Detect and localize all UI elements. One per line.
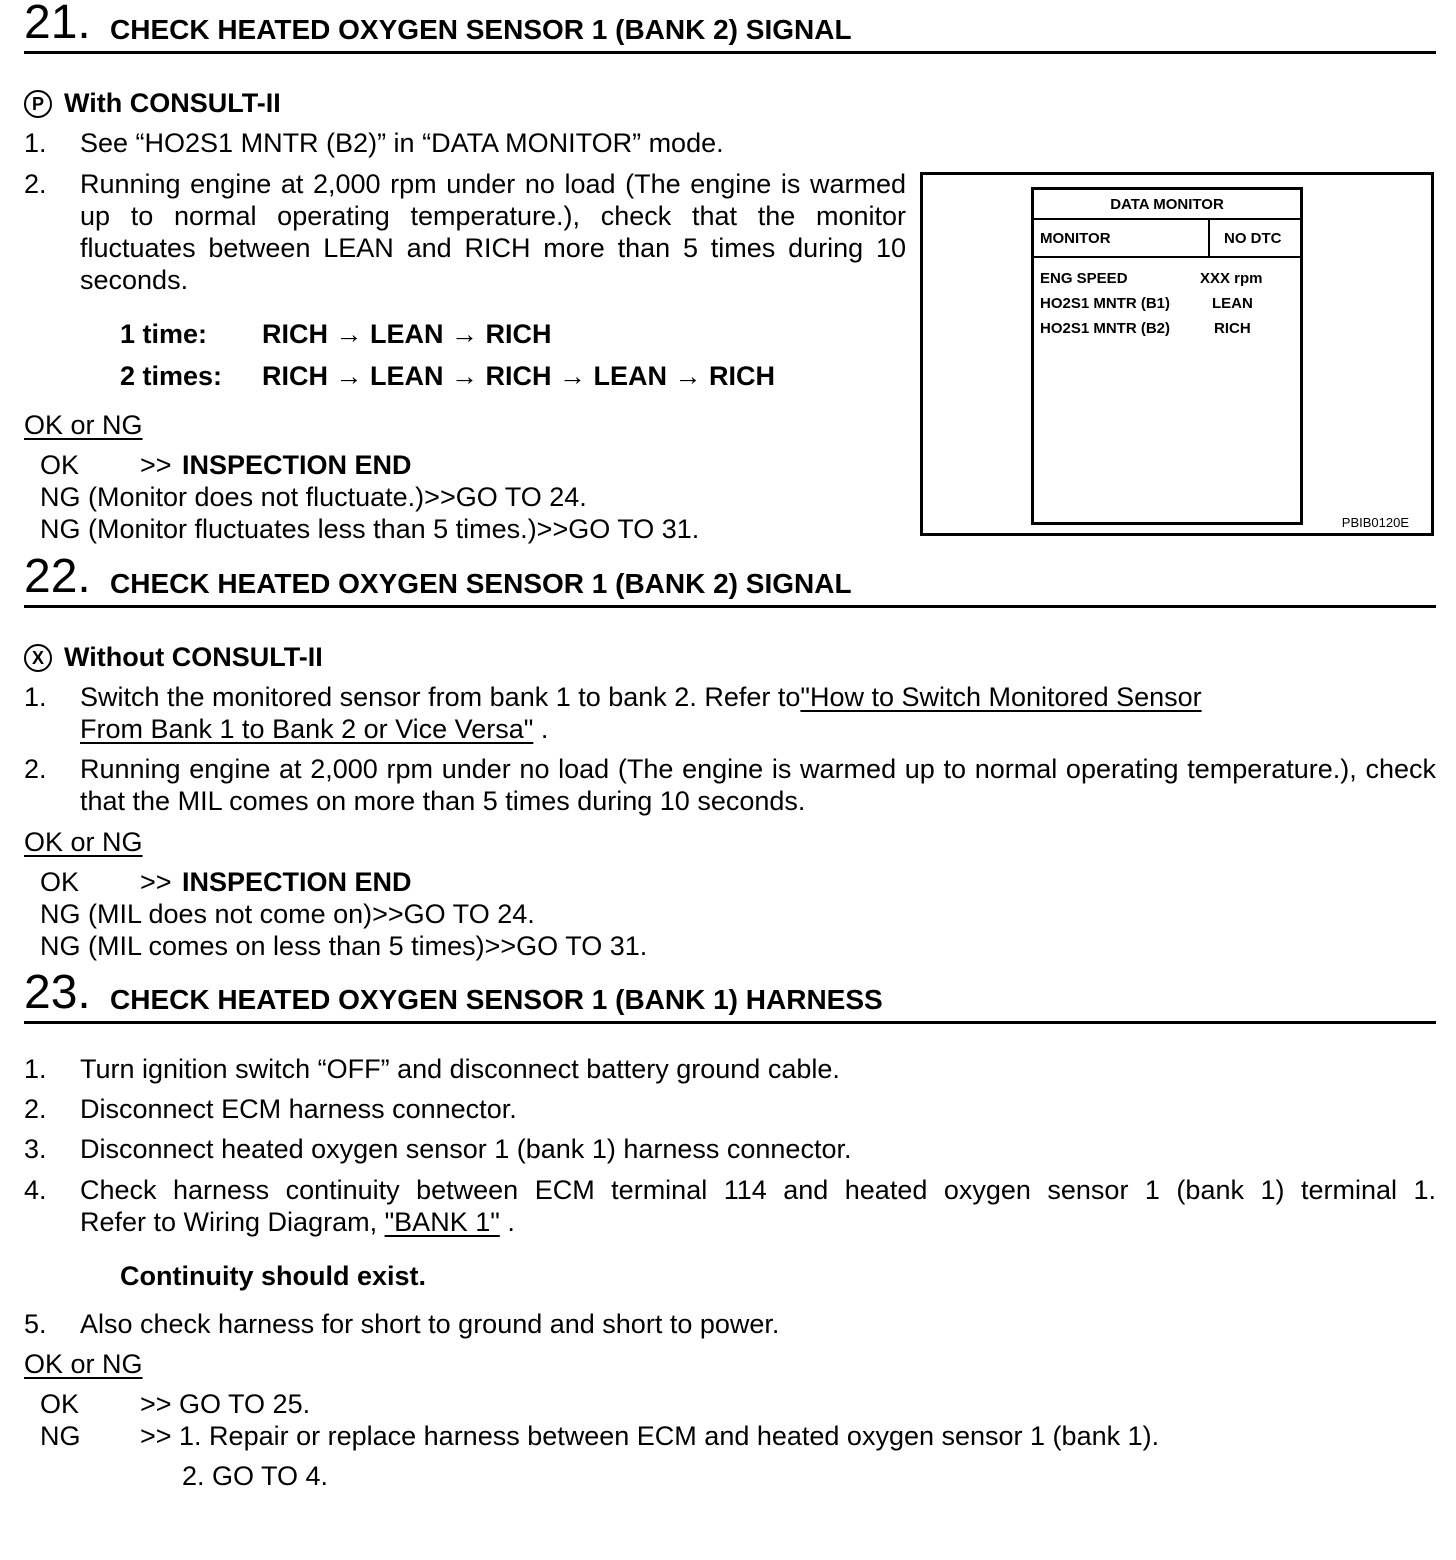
monitor-value: RICH xyxy=(1214,320,1251,337)
ok-ng-heading: OK or NG xyxy=(24,1349,143,1379)
result-ok-action: >> GO TO 25. xyxy=(140,1389,311,1419)
step-text: Turn ignition switch “OFF” and disconnect battery ground cable. xyxy=(80,1054,840,1084)
no-consult-mode-icon: X xyxy=(24,644,52,672)
step-number: 5. xyxy=(24,1309,47,1339)
step-number: 4. xyxy=(24,1175,47,1205)
spec-text: Continuity should exist. xyxy=(120,1261,427,1291)
section-title: CHECK HEATED OXYGEN SENSOR 1 (BANK 2) SIGNAL xyxy=(110,14,852,45)
result-ng-action-step2: 2. GO TO 4. xyxy=(182,1461,329,1491)
ok-ng-heading: OK or NG xyxy=(24,410,143,440)
step-text-tail: . xyxy=(499,1207,515,1237)
spec-label: 2 times: xyxy=(120,361,223,391)
section-title: CHECK HEATED OXYGEN SENSOR 1 (BANK 1) HARNESS xyxy=(110,984,883,1015)
monitor-item: HO2S1 MNTR (B2) xyxy=(1040,320,1171,337)
spec-value: RICH → LEAN → RICH → LEAN → RICH xyxy=(262,361,775,391)
mode-label: With CONSULT-II xyxy=(64,88,281,118)
step-text: Running engine at 2,000 rpm under no load (The engine is warmed up to normal operating temperature.), check that the MIL comes on more than 5 times during 10 seconds. xyxy=(80,754,1436,816)
step-text: Disconnect ECM harness connector. xyxy=(80,1094,517,1124)
monitor-header-row xyxy=(1034,220,1300,258)
result-arrow: >> xyxy=(140,867,172,897)
section-23-header xyxy=(24,966,1436,1024)
result-ok-label: OK xyxy=(40,867,80,897)
monitor-item: ENG SPEED xyxy=(1040,270,1128,287)
spec-value: RICH → LEAN → RICH xyxy=(262,319,552,349)
step-text: Check harness continuity between ECM terminal 114 and heated oxygen sensor 1 (bank 1) terminal 1. xyxy=(80,1175,1436,1205)
step-text: Disconnect heated oxygen sensor 1 (bank 1) harness connector. xyxy=(80,1134,852,1164)
ok-ng-heading: OK or NG xyxy=(24,827,143,857)
step-text-line2 xyxy=(80,1206,515,1238)
step-number: 2. xyxy=(24,754,47,784)
monitor-header-left: MONITOR xyxy=(1040,230,1111,247)
monitor-item: HO2S1 MNTR (B1) xyxy=(1040,295,1171,312)
monitor-value: LEAN xyxy=(1212,295,1253,312)
step-text-part: Refer to Wiring Diagram, xyxy=(80,1207,385,1237)
result-ng-line: NG (Monitor fluctuates less than 5 times.)>>GO TO 31. xyxy=(40,514,700,544)
step-text-tail: . xyxy=(533,714,549,744)
mode-label: Without CONSULT-II xyxy=(64,642,323,672)
section-23 xyxy=(24,966,1436,1530)
switch-sensor-link-cont[interactable]: From Bank 1 to Bank 2 or Vice Versa" xyxy=(80,714,534,744)
monitor-title: DATA MONITOR xyxy=(1034,190,1300,220)
data-monitor-screen xyxy=(1031,187,1303,525)
step-number: 2. xyxy=(24,1094,47,1124)
section-title: CHECK HEATED OXYGEN SENSOR 1 (BANK 2) SIGNAL xyxy=(110,568,852,599)
result-ok-label: OK xyxy=(40,1389,80,1419)
section-22-header xyxy=(24,550,1436,608)
step-text: Running engine at 2,000 rpm under no load (The engine is warmed up to normal operating temperature.), check that the monitor fluctuates between LEAN and RICH more than 5 times during 10 seconds. xyxy=(80,169,906,295)
result-ng-label: NG xyxy=(40,1421,81,1451)
step-text-line2 xyxy=(80,713,548,745)
step-text-part: Switch the monitored sensor from bank 1 to bank 2. Refer to xyxy=(80,682,801,712)
step-text: Also check harness for short to ground and short to power. xyxy=(80,1309,780,1339)
section-number: 22. xyxy=(24,550,91,603)
monitor-header-right: NO DTC xyxy=(1224,230,1282,247)
result-action: INSPECTION END xyxy=(182,867,412,897)
result-action: INSPECTION END xyxy=(182,450,412,480)
monitor-header-divider xyxy=(1208,220,1210,258)
step-text xyxy=(80,681,1202,713)
result-ng-line: NG (MIL comes on less than 5 times)>>GO TO 31. xyxy=(40,931,648,961)
section-21-header xyxy=(24,0,1436,54)
consult-mode-icon: P xyxy=(24,90,52,118)
result-ng-line: NG (Monitor does not fluctuate.)>>GO TO 24. xyxy=(40,482,587,512)
figure-code: PBIB0120E xyxy=(1341,515,1409,530)
data-monitor-figure xyxy=(920,172,1434,536)
result-arrow: >> xyxy=(140,450,172,480)
section-22 xyxy=(24,550,1436,974)
step-number: 2. xyxy=(24,169,47,199)
monitor-value: XXX rpm xyxy=(1200,270,1263,287)
step-number: 1. xyxy=(24,682,47,712)
spec-label: 1 time: xyxy=(120,319,208,349)
result-ok-label: OK xyxy=(40,450,80,480)
step-number: 3. xyxy=(24,1134,47,1164)
section-number: 21. xyxy=(24,0,91,49)
step-number: 1. xyxy=(24,1054,47,1084)
bank1-wiring-link[interactable]: "BANK 1" xyxy=(384,1207,500,1237)
result-ng-action: >> 1. Repair or replace harness between ECM and heated oxygen sensor 1 (bank 1). xyxy=(140,1421,1160,1451)
step-text: See “HO2S1 MNTR (B2)” in “DATA MONITOR” mode. xyxy=(80,128,724,158)
step-number: 1. xyxy=(24,128,47,158)
result-ng-line: NG (MIL does not come on)>>GO TO 24. xyxy=(40,899,535,929)
switch-sensor-link[interactable]: "How to Switch Monitored Sensor xyxy=(800,682,1202,712)
section-number: 23. xyxy=(24,966,91,1019)
